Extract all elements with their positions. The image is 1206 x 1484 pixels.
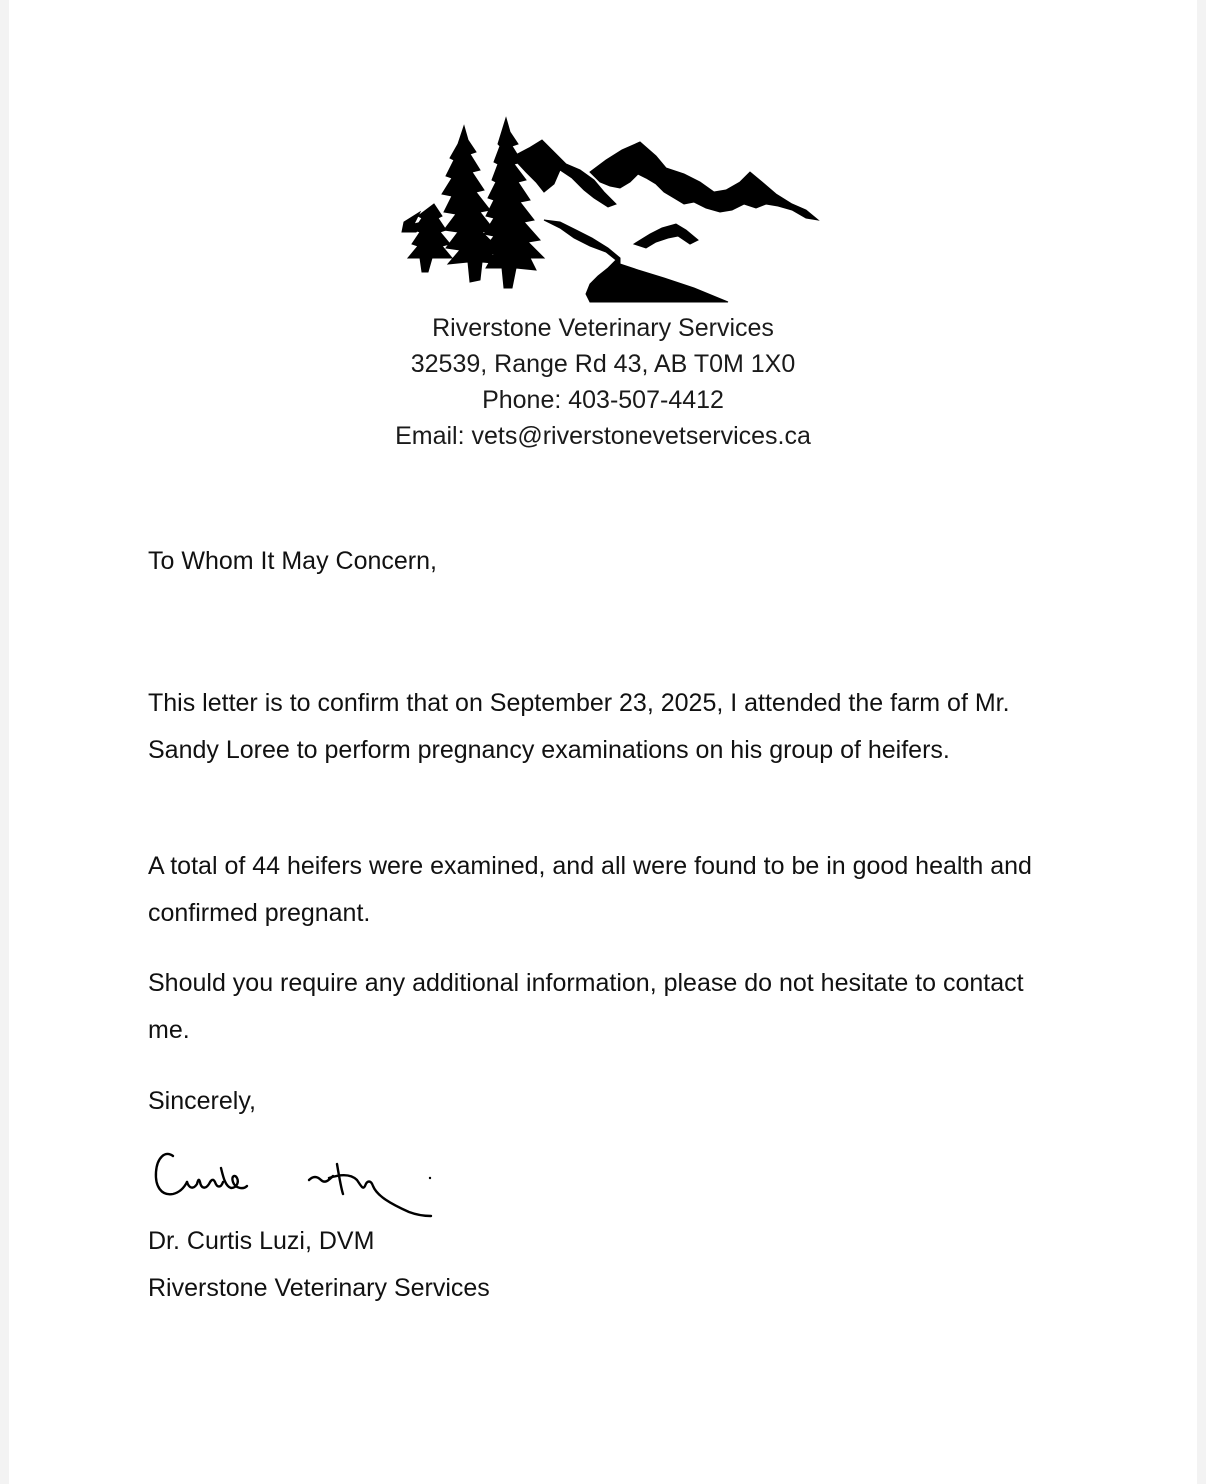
body-paragraph-2: A total of 44 heifers were examined, and all were found to be in good health and confirmed pregnant. (148, 852, 1032, 927)
letter-page (9, 0, 1197, 1484)
signer-organization: Riverstone Veterinary Services (148, 1274, 490, 1302)
closing: Sincerely, (148, 1087, 256, 1115)
company-name: Riverstone Veterinary Services (432, 314, 774, 342)
company-phone: Phone: 403-507-4412 (482, 386, 724, 414)
mountain-river-trees-logo-icon (394, 112, 824, 308)
company-email: Email: vets@riverstonevetservices.ca (395, 422, 811, 450)
handwritten-signature-icon (151, 1140, 451, 1225)
company-address: 32539, Range Rd 43, AB T0M 1X0 (410, 350, 796, 378)
salutation: To Whom It May Concern, (148, 547, 437, 575)
letterhead (9, 310, 1197, 454)
body-paragraph-1: This letter is to confirm that on September 23, 2025, I attended the farm of Mr. Sandy Loree to perform pregnancy examinations on his group of heifers. (148, 689, 1010, 764)
signer-name: Dr. Curtis Luzi, DVM (148, 1227, 375, 1255)
body-paragraph-3: Should you require any additional information, please do not hesitate to contact me. (148, 969, 1024, 1044)
